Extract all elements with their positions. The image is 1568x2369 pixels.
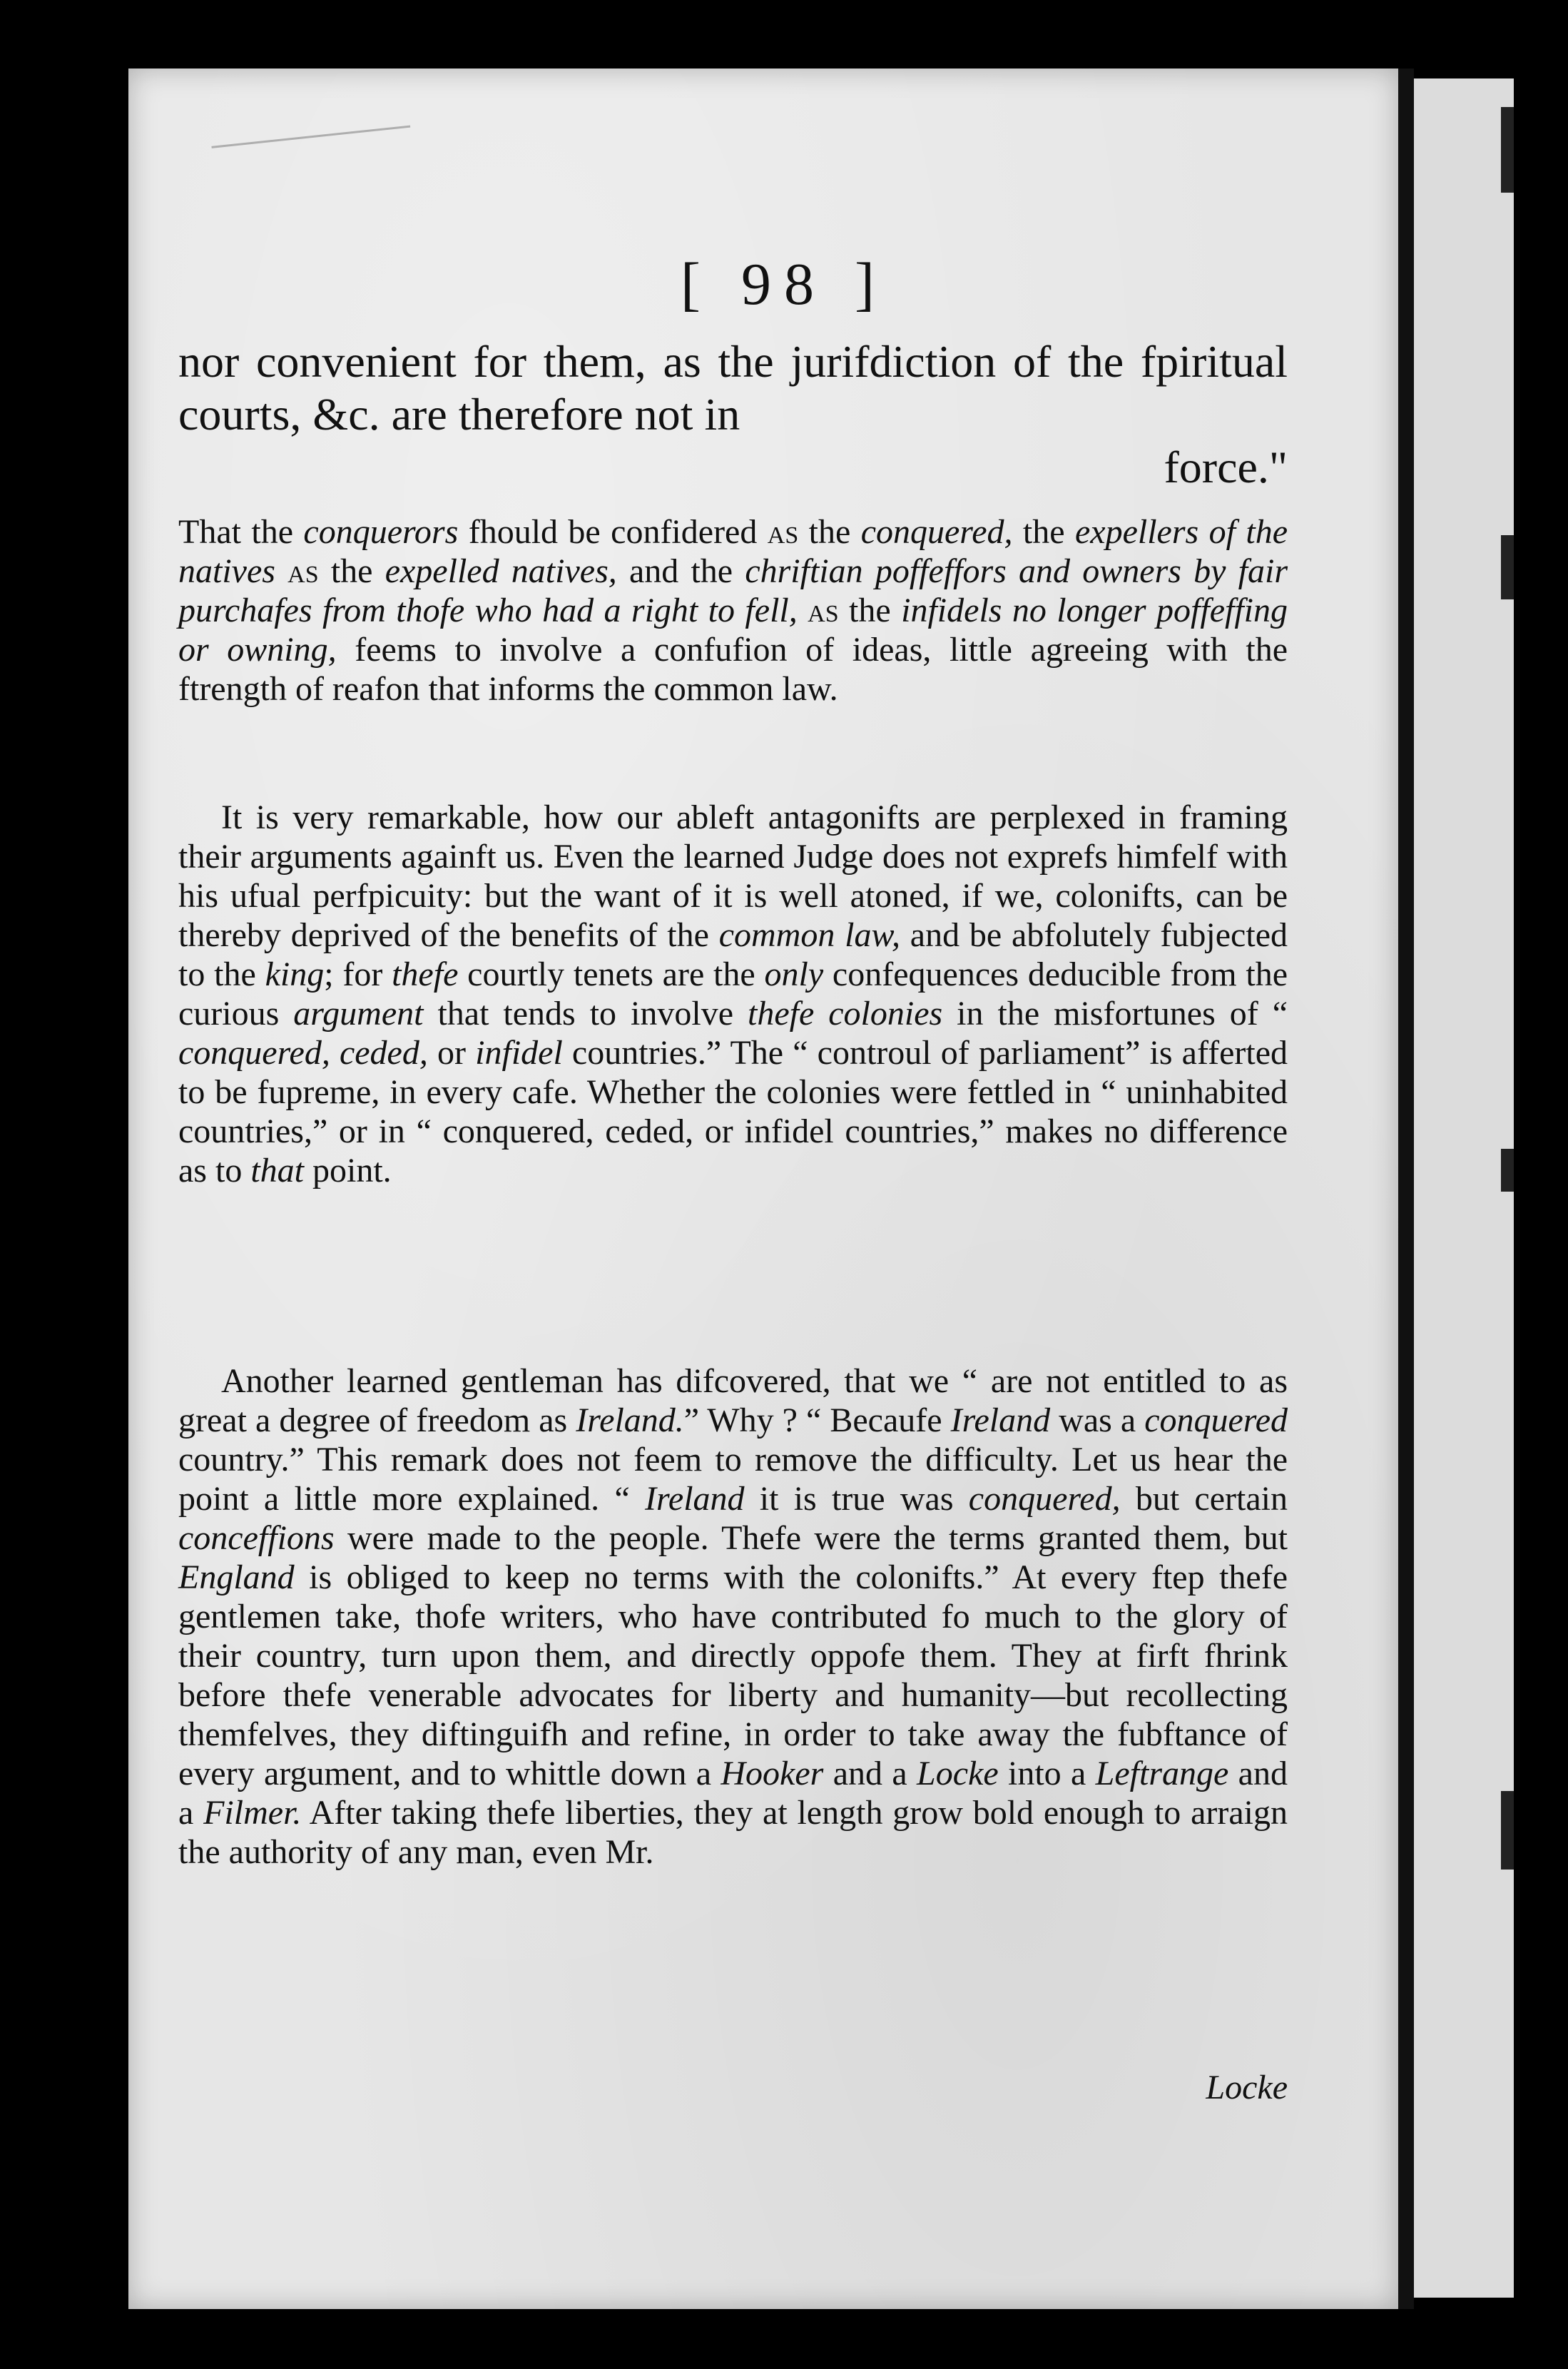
small-caps-run: as [287, 552, 319, 590]
text-run: it is true was [744, 1480, 969, 1518]
small-caps-run: as [767, 513, 799, 551]
text-run: ; for [324, 955, 392, 993]
text-run: the [798, 513, 861, 551]
italic-run: Ireland [645, 1480, 745, 1518]
italic-run: conquered [1144, 1401, 1288, 1439]
italic-run: infidel [475, 1034, 563, 1072]
text-run: fhould be confidered [458, 513, 768, 551]
text-run: were made to the people. Thefe were the terms granted them, but [334, 1519, 1288, 1557]
text-run: After taking thefe liberties, they at length grow bold enough to arraign the authority of any man, even Mr. [178, 1794, 1288, 1871]
facing-page-edge [1414, 78, 1514, 2298]
italic-run: argument [293, 995, 424, 1033]
text-run: It is very remarkable, how our ableft antagonifts are perplexed in framing their arguments againft us. Even the learned Judge does not exprefs himfelf with his ufual perfpicuity: but the want of it is well atoned, if we, colonifts, can be thereby deprived of the benefits of the [178, 798, 1288, 954]
text-run: into a [998, 1755, 1096, 1792]
text-run [798, 592, 808, 629]
text-run: that tends to involve [423, 995, 748, 1033]
facing-page-ink-mark [1501, 1791, 1514, 1870]
italic-run: conquerors [303, 513, 459, 551]
italic-run: Leftrange [1095, 1755, 1229, 1792]
italic-run: king [265, 955, 325, 993]
text-run: ” Why ? “ Becaufe [683, 1401, 951, 1439]
italic-run: that [250, 1152, 304, 1189]
text-run: Another learned gentleman has difcovered, that we “ are not entitled to as great a degree of freedom as [178, 1362, 1288, 1439]
italic-run: England [178, 1558, 295, 1596]
book-gutter [1398, 69, 1414, 2309]
italic-run: chriftian poffeffors and owners by fair purchafes from thofe who had a right to fell, [178, 552, 1288, 629]
facing-page-ink-mark [1501, 107, 1514, 193]
quote-line: nor convenient for them, as the jurifdiction of [178, 336, 1052, 387]
italic-run: conquered, [968, 1480, 1121, 1518]
quote-line: the fpiritual courts, &c. are therefore not in [178, 336, 1288, 440]
text-run: and be abfolutely fubjected to the [178, 916, 1288, 993]
text-run: but certain [1120, 1480, 1288, 1518]
text-run: in the misfortunes of “ [942, 995, 1288, 1033]
text-run: courtly tenets are the [458, 955, 765, 993]
text-run: feems to involve a confufion of ideas, little agreeing with the ftrength of reafon that informs the common law. [178, 631, 1288, 708]
italic-run: thefe colonies [747, 995, 943, 1033]
text-run: and a [178, 1755, 1288, 1832]
text-run: was a [1050, 1401, 1145, 1439]
paragraph [178, 1361, 1288, 1872]
text-run: the [318, 552, 385, 590]
italic-run: infidels no longer poffeffing or owning, [178, 592, 1288, 669]
text-run [275, 552, 287, 590]
italic-run: conquered, ceded, [178, 1034, 428, 1072]
italic-run: Filmer. [203, 1794, 302, 1832]
text-run: point. [304, 1152, 392, 1189]
italic-run: Hooker [721, 1755, 824, 1792]
italic-run: Locke [917, 1755, 999, 1792]
text-run: confequences deducible from the curious [178, 955, 1288, 1033]
text-run: is obliged to keep no terms with the colonifts.” At every ftep thefe gentlemen take, thofe writers, who have contributed fo much to the glory of their country, turn upon them, and directly oppofe them. They at firft fhrink before thefe venerable advocates for liberty and humanity—but recollecting themfelves, they diftinguifh and refine, in order to take away the fubftance of every argument, and to whittle down a [178, 1558, 1288, 1792]
italic-run: conquered, [860, 513, 1013, 551]
italic-run: conceffions [178, 1519, 335, 1557]
italic-run: Ireland [950, 1401, 1051, 1439]
quote-line: force." [1164, 442, 1288, 492]
text-run: the [838, 592, 902, 629]
text-run: That the [178, 513, 304, 551]
small-caps-run: as [808, 592, 839, 629]
italic-run: common law, [718, 916, 900, 954]
italic-run: expelled natives, [385, 552, 617, 590]
catchword: Locke [1206, 2069, 1288, 2106]
facing-page-ink-mark [1501, 535, 1514, 599]
italic-run: thefe [392, 955, 459, 993]
page-number: [ 98 ] [681, 251, 887, 318]
italic-run: expellers of the natives [178, 513, 1288, 590]
paragraph [178, 512, 1288, 709]
text-run: and a [823, 1755, 917, 1792]
italic-run: only [764, 955, 824, 993]
text-run: and the [616, 552, 745, 590]
text-run: countries.” The “ controul of parliament” is afferted to be fupreme, in every cafe. Whether the colonies were fettled in “ uninhabited countries,” or in “ conquered, ceded, or infidel countries,” makes no difference as to [178, 1034, 1288, 1189]
paragraph [178, 798, 1288, 1190]
text-run: country.” This remark does not feem to remove the difficulty. Let us hear the point a little more explained. “ [178, 1441, 1288, 1518]
italic-run: Ireland. [576, 1401, 684, 1439]
text-run: the [1012, 513, 1075, 551]
facing-page-ink-mark [1501, 1149, 1514, 1192]
text-run: or [427, 1034, 476, 1072]
quote-continuation [178, 335, 1288, 494]
